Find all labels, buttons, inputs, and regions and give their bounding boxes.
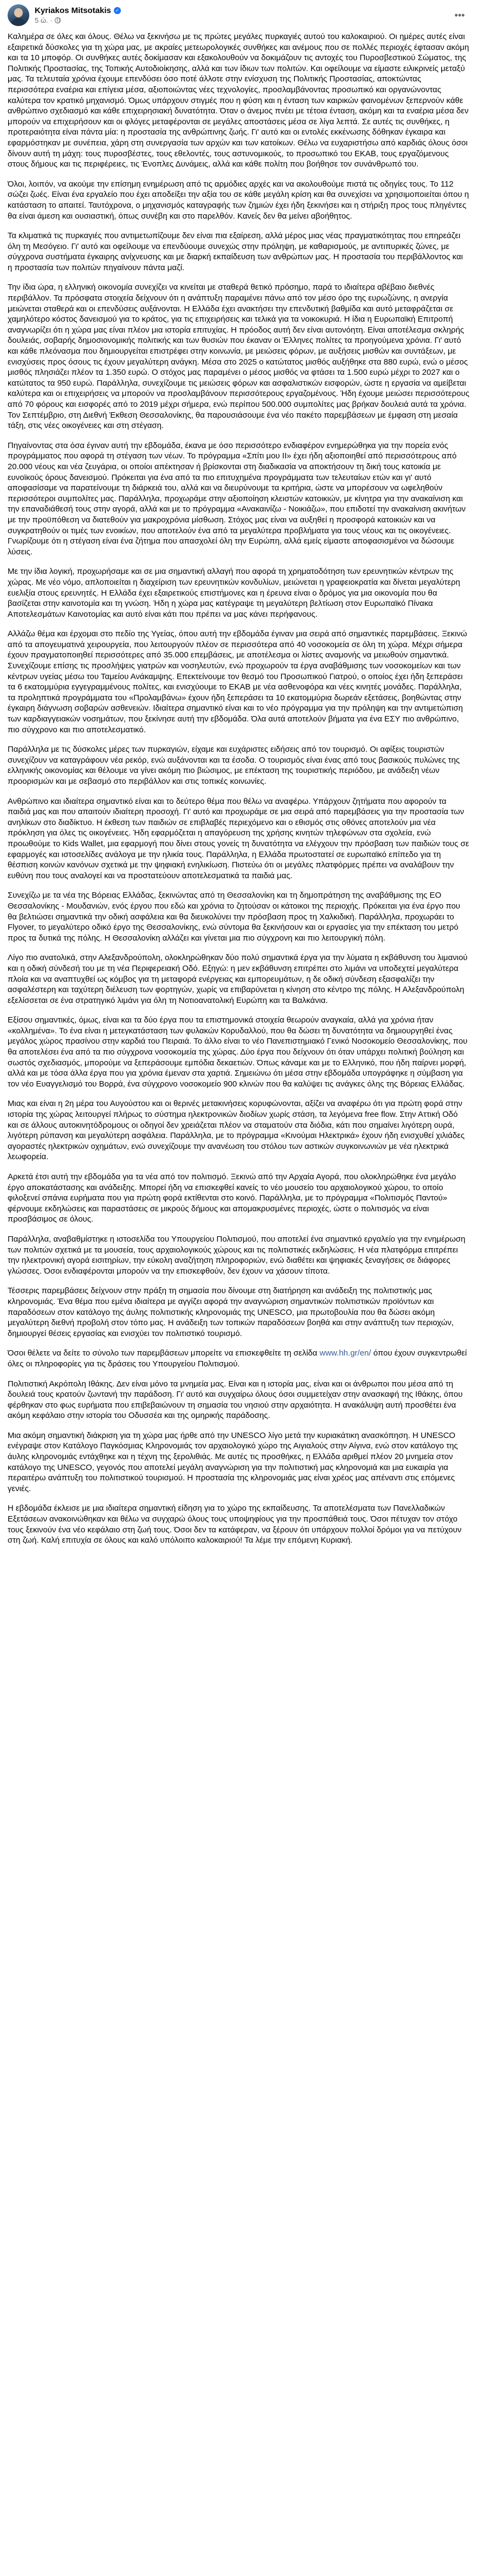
post-paragraph: Εξίσου σημαντικές, όμως, είναι και τα δύο έργα που τα επιστημονικά στοιχεία θεωρούν αναγκαία, αλλά για χρόνια ήταν «κολλημένα». Το ένα είναι η μετεγκατάσταση των φυλακών Κορυδαλλού, που θα δώσει τη δυνατότητα να δημιουργηθεί ένας μεγάλος χώρος πρασίνου στην καρδιά του Πειραιά. Το άλλο είναι το νέο Πανεπιστημιακό Γενικό Νοσοκομείο Θεσσαλονίκης, που θα αποτελέσει ένα από τα πιο σύγχρονα νοσοκομεία της χώρας. Δύο έργα που δείχνουν ότι όταν υπάρχει πολιτική βούληση και σωστός σχεδιασμός, μπορούμε να ξεπεράσουμε εμπόδια δεκαετιών. Όπως κάναμε και με το Ελληνικό, που ήδη παίρνει μορφή, αλλά και με τόσα άλλα έργα που για χρόνια έμεναν στα χαρτιά. Σημειώνω ότι μέσα στην εβδομάδα υπογράφηκε η σύμβαση για τον νέο Ευαγγελισμό του Βορρά, ένα σύγχρονο νοσοκομείο 900 κλινών που θα καλύψει τις ανάγκες όλης της Βόρειας Ελλάδας. bbox=[8, 1015, 470, 1089]
post-paragraph: Τέσσερις παρεμβάσεις δείχνουν στην πράξη τη σημασία που δίνουμε στη διατήρηση και ανάδειξη της πολιτιστικής μας κληρονομιάς. Ένα θέμα που εμένα ιδιαίτερα με αγγίζει αφορά την αναγνώριση σημαντικών πολιτιστικών προϊόντων και παραδόσεων στον κατάλογο της άυλης πολιτιστικής κληρονομιάς της UNESCO, μια πρωτοβουλία που θα δώσει ακόμη μεγαλύτερη διεθνή προβολή στον τόπο μας. Η ανάδειξη των τοπικών παραδόσεων βοηθά και στην ανάπτυξη των περιοχών, δημιουργεί θέσεις εργασίας και ενισχύει τον πολιτιστικό τουρισμό. bbox=[8, 1286, 456, 1338]
author-block bbox=[35, 6, 121, 24]
post-paragraph: Μια ακόμη σημαντική διάκριση για τη χώρα μας ήρθε από την UNESCO λίγο μετά την κυριακάτικη ανασκόπηση. Η UNESCO ενέγραψε στον Κατάλογο Παγκόσμιας Κληρονομιάς τον αρχαιολογικό χώρο της Αιγιαλούς στην Αίγινα, ενώ στον κατάλογο της άυλης κληρονομιάς εντάχθηκε και η τέχνη της ξερολιθιάς. Με αυτές τις προσθήκες, η Ελλάδα αριθμεί πλέον 20 μνημεία στον κατάλογο της UNESCO, γεγονός που αποτελεί μεγάλη αναγνώριση για την πολιτιστική μας κληρονομιά και μια ευκαιρία για περαιτέρω ανάπτυξη του πολιτιστικού τουρισμού. Η προστασία της κληρονομιάς μας είναι χρέος μας απέναντι στις επόμενες γενιές. bbox=[8, 1430, 460, 1493]
post-body bbox=[8, 30, 472, 1546]
meta-separator: · bbox=[50, 16, 53, 24]
author-row bbox=[35, 6, 121, 15]
ellipsis-icon: ••• bbox=[454, 9, 465, 21]
post-header bbox=[8, 0, 469, 30]
post-paragraph: Λίγο πιο ανατολικά, στην Αλεξανδρούπολη, ολοκληρώθηκαν δύο πολύ σημαντικά έργα για την λύματα η εκβάθυνση του λιμανιού και η οδική σύνδεσή του με τη νέα Περιφερειακή Οδό. Εξηγώ: η μεν εκβάθυνση επιτρέπει στο λιμάνι να υποδεχτεί μεγαλύτερα πλοία και να αναπτυχθεί ως κόμβος για τη μεταφορά ενέργειας και εμπορευμάτων, η δε οδική σύνδεση εξασφαλίζει την ασφαλέστερη και ταχύτερη διέλευση των φορτηγών, χωρίς να επιβαρύνεται η κίνηση στο κέντρο της πόλης. Η Αλεξανδρούπολη εξελίσσεται σε ένα στρατηγικό λιμάνι για όλη τη Νοτιοανατολική Ευρώπη και τα Βαλκάνια. bbox=[8, 953, 470, 1005]
post-paragraph: Όσοι θέλετε να δείτε το σύνολο των παρεμβάσεων μπορείτε να επισκεφθείτε τη σελίδα www.hh.gr/en/ όπου έχουν συγκεντρωθεί όλες οι πληροφορίες για τις δράσεις του Υπουργείου Πολιτισμού. bbox=[8, 1348, 469, 1369]
author-name[interactable]: Kyriakos Mitsotakis bbox=[35, 6, 111, 15]
post-paragraph: Με την ίδια λογική, προχωρήσαμε και σε μια σημαντική αλλαγή που αφορά τη χρηματοδότηση των ερευνητικών κέντρων της χώρας. Με νέο νόμο, απλοποιείται η διαχείριση των ερευνητικών κονδυλίων, μειώνεται η γραφειοκρατία και δίνεται μεγαλύτερη ευελιξία στους ερευνητές. Η Ελλάδα έχει εξαιρετικούς επιστήμονες και η έρευνα είναι ο δρόμος για μια οικονομία που θα βασίζεται στην καινοτομία και τη γνώση. Ήδη η χώρα μας κατέγραψε τη μεγαλύτερη βελτίωση στον Ευρωπαϊκό Πίνακα Αποτελεσμάτων Καινοτομίας και αυτό είναι κάτι που πρέπει να μας κάνει περήφανους. bbox=[8, 567, 463, 619]
external-link[interactable]: www.hh.gr/en/ bbox=[319, 1348, 371, 1358]
post-paragraph: Τα κλιματικά τις πυρκαγιές που αντιμετωπίζουμε δεν είναι πια εξαίρεση, αλλά μέρος μιας νέας πραγματικότητας που επηρεάζει όλη τη Μεσόγειο. Γι' αυτό και οφείλουμε να επενδύουμε συνεχώς στην πρόληψη, με καθαρισμούς, με αντιπυρικές ζώνες, με σύγχρονα συστήματα έγκαιρης ανίχνευσης και με διαρκή εκπαίδευση των ανθρώπων μας. Η προστασία του περιβάλλοντος και η προστασία των πολιτών πηγαίνουν πάντα μαζί. bbox=[8, 231, 466, 272]
post-timestamp[interactable]: 5 ώ. bbox=[35, 16, 48, 24]
post-paragraph: Αρκετά έτσι αυτή την εβδομάδα για τα νέα από τον πολιτισμό. Ξεκινώ από την Αρχαία Αγορά, που ολοκληρώθηκε ένα μεγάλο έργο αποκατάστασης και ανάδειξης. Μπορεί ήδη να επισκεφθεί κανείς το νέο μουσείο του αρχαιολογικού χώρου, το οποίο φιλοξενεί σπάνια ευρήματα που για πρώτη φορά εκτίθενται στο κοινό. Παράλληλα, με το πρόγραμμα «Πολιτισμός Παντού» φέρνουμε εκδηλώσεις και παραστάσεις σε μικρούς δήμους και απομακρυσμένες περιοχές, ώστε ο πολιτισμός να είναι προσβάσιμος σε όλους. bbox=[8, 1172, 459, 1224]
post-paragraph: Όλοι, λοιπόν, να ακούμε την επίσημη ενημέρωση από τις αρμόδιες αρχές και να ακολουθούμε πιστά τις οδηγίες τους. Το 112 σώζει ζωές. Είναι ένα εργαλείο που έχει αποδείξει την αξία του σε κάθε μεγάλη κρίση και θα συνεχίσει να χρησιμοποιείται όπου η κατάσταση το απαιτεί. Ταυτόχρονα, ο μηχανισμός καταγραφής των ζημιών έχει ήδη ξεκινήσει και η στήριξη προς τους πληγέντες θα είναι άμεση και ουσιαστική, όπως συνέβη και στο παρελθόν. Κανείς δεν θα μείνει αβοήθητος. bbox=[8, 179, 472, 221]
post-paragraph: Καλημέρα σε όλες και όλους. Θέλω να ξεκινήσω με τις πρώτες μεγάλες πυρκαγιές αυτού του καλοκαιριού. Οι ημέρες αυτές είναι εξαιρετικά δύσκολες για τη χώρα μας, με ακραίες μετεωρολογικές συνθήκες και ανέμους που σε πολλές περιοχές έφτασαν ακόμη και τα 10 μποφόρ. Οι συνθήκες αυτές δοκίμασαν και εξακολουθούν να δοκιμάζουν τις αντοχές του Πυροσβεστικού Σώματος, της Πολιτικής Προστασίας, της Τοπικής Αυτοδιοίκησης, αλλά και των ίδιων των πολιτών. Και οφείλουμε να είμαστε ειλικρινείς μεταξύ μας. Τα τελευταία χρόνια έχουμε επενδύσει όσο ποτέ άλλοτε στην ενίσχυση της Πολιτικής Προστασίας, αποκτώντας περισσότερα εναέρια και επίγεια μέσα, αξιοποιώντας νέες τεχνολογίες, προσλαμβάνοντας προσωπικό και οργανώνοντας καλύτερα τον κρατικό μηχανισμό. Όμως υπάρχουν στιγμές που η φύση και η ένταση των καιρικών φαινομένων ξεπερνούν κάθε ανθρώπινο σχεδιασμό και κάθε επιχειρησιακή δυνατότητα. Όταν ο άνεμος πνέει με τέτοια ένταση, ακόμη και τα εναέρια μέσα δεν μπορούν να επιχειρήσουν και οι φλόγες μεταφέρονται σε μεγάλες αποστάσεις μέσα σε λίγα λεπτά. Σε αυτές τις συνθήκες, η προτεραιότητα είναι πάντα μία: η προστασία της ανθρώπινης ζωής. Γι' αυτό και οι εντολές εκκένωσης δόθηκαν έγκαιρα και εφαρμόστηκαν με συνέπεια, χάρη στη συνεργασία των αρχών και των κατοίκων. Θέλω να ευχαριστήσω από καρδιάς όλους όσοι δίνουν αυτή τη μάχη: τους πυροσβέστες, τους εθελοντές, τους αστυνομικούς, το προσωπικό του ΕΚΑΒ, τους εργαζόμενους στους δήμους και τις περιφέρειες, τις Ένοπλες Δυνάμεις, αλλά και κάθε πολίτη που βοήθησε τον συνάνθρωπό του. bbox=[8, 32, 472, 169]
post-paragraph: Συνεχίζω με τα νέα της Βόρειας Ελλάδας, ξεκινώντας από τη Θεσσαλονίκη και τη δημοπράτηση της αναβάθμισης της ΕΟ Θεσσαλονίκης - Μουδανιών, ενός έργου που εδώ και χρόνια το ζητούσαν οι κάτοικοι της περιοχής. Πρόκειται για ένα έργο που θα βελτιώσει σημαντικά την οδική ασφάλεια και θα διευκολύνει την πρόσβαση προς τη Χαλκιδική. Παράλληλα, προχωράει το Flyover, το μεγαλύτερο οδικό έργο της Θεσσαλονίκης, ενώ σύντομα θα ξεκινήσουν και οι εργασίες για την επέκταση του μετρό προς τα δυτικά της πόλης. Η Θεσσαλονίκη αλλάζει και γίνεται μια πιο σύγχρονη και πιο λειτουργική πόλη. bbox=[8, 891, 463, 943]
post-paragraph: Αλλάζω θέμα και έρχομαι στο πεδίο της Υγείας, όπου αυτή την εβδομάδα έγιναν μια σειρά από σημαντικές παρεμβάσεις. Ξεκινώ από τα απογευματινά χειρουργεία, που λειτουργούν πλέον σε περισσότερα από 40 νοσοκομεία σε όλη τη χώρα. Μέχρι σήμερα έχουν πραγματοποιηθεί περισσότερες από 35.000 επεμβάσεις, με αποτέλεσμα οι λίστες αναμονής να μειωθούν σημαντικά. Συνεχίζουμε επίσης τις προσλήψεις γιατρών και νοσηλευτών, ενώ προχωρούν τα έργα αναβάθμισης των νοσοκομείων και των κέντρων υγείας μέσω του Ταμείου Ανάκαμψης. Επεκτείνουμε τον θεσμό του Προσωπικού Γιατρού, ο οποίος έχει ήδη ξεπεράσει τα 6 εκατομμύρια εγγεγραμμένους πολίτες, και ενισχύουμε το ΕΚΑΒ με νέα ασθενοφόρα και νέες κινητές μονάδες. Παράλληλα, τα προληπτικά προγράμματα του «Προλαμβάνω» έχουν ήδη ξεπεράσει τα 10 εκατομμύρια δωρεάν εξετάσεις, βοηθώντας στην έγκαιρη διάγνωση σοβαρών ασθενειών. Ιδιαίτερα σημαντικό είναι και το νέο πρόγραμμα για την πρόληψη και την αντιμετώπιση των καρδιαγγειακών νοσημάτων, που ξεκίνησε αυτή την εβδομάδα. Όλα αυτά αποτελούν βήματα για ένα ΕΣΥ πιο ανθρώπινο, πιο σύγχρονο και πιο αποτελεσματικό. bbox=[8, 629, 469, 734]
globe-icon bbox=[55, 17, 61, 23]
post-paragraph: Παράλληλα, αναβαθμίστηκε η ιστοσελίδα του Υπουργείου Πολιτισμού, που αποτελεί ένα σημαντικό εργαλείο για την ενημέρωση των πολιτών σχετικά με τα μουσεία, τους αρχαιολογικούς χώρους και τις πολιτιστικές εκδηλώσεις. Η νέα πλατφόρμα επιτρέπει την ηλεκτρονική αγορά εισιτηρίων, την εύκολη αναζήτηση πληροφοριών, ενώ διαθέτει και ψηφιακές ξεναγήσεις σε διάφορες γλώσσες. Όσοι ενδιαφέρονται μπορούν να την επισκεφθούν, δεν έχουν να χάσουν τίποτα. bbox=[8, 1234, 468, 1276]
post-paragraph: Πολιτιστική Ακρόπολη Ιθάκης. Δεν είναι μόνο τα μνημεία μας. Είναι και η ιστορία μας, είναι και οι άνθρωποι που μέσα από τη δουλειά τους κρατούν ζωντανή την παράδοση. Γι' αυτό και συγχαίρω όλους όσοι συμμετείχαν στην ανασκαφή της Ιθάκης, όπου φέρθηκαν στο φως ευρήματα που επιβεβαιώνουν τη σημασία του νησιού στην αρχαιότητα. Η ανακάλυψη αυτή προσθέτει ένα ακόμη κεφάλαιο στην ιστορία του Οδυσσέα και της ομηρικής παράδοσης. bbox=[8, 1379, 465, 1421]
post-paragraph: Μιας και είναι η 2η μέρα του Αυγούστου και οι θερινές μετακινήσεις κορυφώνονται, αξίζει να αναφέρω ότι για πρώτη φορά στην ιστορία της χώρας λειτουργεί πλήρως το σύστημα ηλεκτρονικών διοδίων χωρίς στάση, τα λεγόμενα free flow. Στην Αττική Οδό και σε άλλους αυτοκινητόδρομους οι οδηγοί δεν χρειάζεται πλέον να σταματούν στα διόδια, κάτι που σημαίνει λιγότερη ουρά, λιγότερη ρύπανση και μεγαλύτερη ασφάλεια. Παράλληλα, με το πρόγραμμα «Κινούμαι Ηλεκτρικά» έχουν ήδη ενισχυθεί χιλιάδες αγοραστές ηλεκτρικών οχημάτων, ενώ συνεχίζουμε την ανανέωση του στόλου των αστικών συγκοινωνιών με νέα ηλεκτρικά λεωφορεία. bbox=[8, 1099, 467, 1162]
post-paragraph: Η εβδομάδα έκλεισε με μια ιδιαίτερα σημαντική είδηση για το χώρο της εκπαίδευσης. Τα αποτελέσματα των Πανελλαδικών Εξετάσεων ανακοινώθηκαν και θέλω να συγχαρώ όλους τους υποψηφίους για την προσπάθειά τους. Όσοι πέτυχαν τον στόχο τους ξεκινούν ένα νέο κεφάλαιο στη ζωή τους. Όσοι δεν τα κατάφεραν, να ξέρουν ότι υπάρχουν πολλοί δρόμοι για να πετύχουν στη ζωή. Καλή επιτυχία σε όλους και καλό υπόλοιπο καλοκαιριού! Τα λέμε την επόμενη Κυριακή. bbox=[8, 1504, 464, 1545]
avatar[interactable] bbox=[8, 4, 29, 26]
post-paragraph: Παράλληλα με τις δύσκολες μέρες των πυρκαγιών, είχαμε και ευχάριστες ειδήσεις από τον τουρισμό. Οι αφίξεις τουριστών συνεχίζουν να καταγράφουν νέα ρεκόρ, ενώ αυξάνονται και τα έσοδα. Ο τουρισμός είναι ένας από τους βασικούς πυλώνες της ελληνικής οικονομίας και θέλουμε να γίνει ακόμη πιο βιώσιμος, με επέκταση της τουριστικής περιόδου, με ανάδειξη νέων προορισμών και με σεβασμό στο περιβάλλον και στις τοπικές κοινωνίες. bbox=[8, 745, 462, 786]
post-options-button[interactable] bbox=[452, 8, 467, 23]
post-paragraph: Την ίδια ώρα, η ελληνική οικονομία συνεχίζει να κινείται με σταθερά θετικό πρόσημο, παρά το ιδιαίτερα αβέβαιο διεθνές περιβάλλον. Τα πρόσφατα στοιχεία δείχνουν ότι η ανάπτυξη παραμένει πάνω από τον μέσο όρο της ευρωζώνης, η ανεργία μειώνεται σταθερά και οι επενδύσεις αυξάνονται. Η Ελλάδα έχει ανακτήσει την επενδυτική βαθμίδα και αυτό μεταφράζεται σε χαμηλότερο κόστος δανεισμού για το κράτος, για τις επιχειρήσεις και τελικά για τα νοικοκυριά. Η ίδια η Ευρωπαϊκή Επιτροπή αναγνωρίζει ότι η χώρα μας είναι πλέον μια ιστορία επιτυχίας. Η πρόοδος αυτή δεν είναι αυτονόητη. Είναι αποτέλεσμα σκληρής δουλειάς, σοβαρής δημοσιονομικής πολιτικής και των θυσιών που έκαναν οι Έλληνες πολίτες τα προηγούμενα χρόνια. Γι' αυτό και κάθε πλεόνασμα που δημιουργείται επιστρέφει στην κοινωνία, με μειώσεις φόρων, με αυξήσεις μισθών και συντάξεων, με ενισχύσεις προς όσους τις έχουν μεγαλύτερη ανάγκη. Μέσα στο 2025 ο κατώτατος μισθός αυξήθηκε στα 880 ευρώ, ενώ ο μέσος μισθός πλησιάζει πλέον τα 1.350 ευρώ. Ο στόχος μας παραμένει ο μέσος μισθός να φτάσει τα 1.500 ευρώ μέχρι το 2027 και ο κατώτατος τα 950 ευρώ. Παράλληλα, συνεχίζουμε τις μειώσεις φόρων και ασφαλιστικών εισφορών, ώστε η εργασία να αμείβεται καλύτερα και οι επιχειρήσεις να μπορούν να προσλαμβάνουν περισσότερους εργαζομένους. Ήδη έχουμε μειώσει περισσότερους από 70 φόρους και εισφορές από το 2019 μέχρι σήμερα, ενώ περίπου 500.000 συμπολίτες μας βρήκαν δουλειά αυτά τα χρόνια. Τον Σεπτέμβριο, στη Διεθνή Έκθεση Θεσσαλονίκης, θα παρουσιάσουμε ένα νέο πακέτο παρεμβάσεων με έμφαση στη μεσαία τάξη, στις νέες οικογένειες και στη στέγαση. bbox=[8, 283, 472, 431]
verified-badge-icon: ✓ bbox=[114, 7, 121, 14]
post-paragraph: Πηγαίνοντας στα όσα έγιναν αυτή την εβδομάδα, έκανα με όσο περισσότερο ενδιαφέρον ενημερώθηκα για την πορεία ενός προγράμματος που αφορά τη στέγαση των νέων. Το πρόγραμμα «Σπίτι μου ΙΙ» έχει ήδη αξιοποιηθεί από περισσότερους από 20.000 νέους και νέα ζευγάρια, οι οποίοι απέκτησαν ή βρίσκονται στη διαδικασία να αποκτήσουν τη δική τους κατοικία με ευνοϊκούς όρους δανεισμού. Πρόκειται για ένα από τα πιο επιτυχημένα προγράμματα των τελευταίων ετών και γι' αυτό αποφασίσαμε να παρατείνουμε τη διάρκειά του, αλλά και να διευρύνουμε τα κριτήρια, ώστε να μπορέσουν να ωφεληθούν περισσότεροι συμπολίτες μας. Παράλληλα, προχωράμε στην αξιοποίηση κλειστών κατοικιών, με κίνητρα για την ανακαίνιση και την επαναδιάθεσή τους στην αγορά, αλλά και με το πρόγραμμα «Ανακαινίζω - Νοικιάζω», που επιδοτεί την ανακαίνιση ακινήτων με την προϋπόθεση να διατεθούν για μακροχρόνια μίσθωση. Στόχος μας είναι να αυξηθεί η προσφορά κατοικιών και να συγκρατηθούν οι τιμές των ενοικίων, που αποτελούν ένα από τα μεγαλύτερα προβλήματα για τους νέους και τις οικογένειες. Γνωρίζουμε ότι η στέγαση είναι ένα ζήτημα που απασχολεί όλη την Ευρώπη, αλλά εμείς είμαστε αποφασισμένοι να δώσουμε λύσεις. bbox=[8, 440, 468, 557]
post-meta bbox=[35, 16, 121, 24]
post-paragraph: Ανθρώπινο και ιδιαίτερα σημαντικό είναι και το δεύτερο θέμα που θέλω να αναφέρω. Υπάρχουν ζητήματα που αφορούν τα παιδιά μας και που απαιτούν ιδιαίτερη προσοχή. Γι' αυτό και προχωράμε σε μια σειρά από παρεμβάσεις για την προστασία των ανηλίκων στο διαδίκτυο. Η έκθεση των παιδιών σε επιβλαβές περιεχόμενο και ο εθισμός στις οθόνες αποτελούν μια νέα πρόκληση για όλες τις οικογένειες. Ήδη εφαρμόζεται η απαγόρευση της χρήσης κινητών τηλεφώνων στα σχολεία, ενώ προωθούμε το Kids Wallet, μια εφαρμογή που δίνει στους γονείς τη δυνατότητα να ελέγχουν την πρόσβαση των παιδιών τους σε εφαρμογές και ιστοσελίδες ανάλογα με την ηλικία τους. Παράλληλα, η Ελλάδα πρωτοστατεί σε ευρωπαϊκό επίπεδο για τη θέσπιση κοινών κανόνων σχετικά με την ψηφιακή ενηλικίωση. Πιστεύω ότι οι μεγάλες πλατφόρμες πρέπει να αναλάβουν την ευθύνη που τους αναλογεί και να προστατεύουν αποτελεσματικά τα παιδιά μας. bbox=[8, 796, 472, 880]
